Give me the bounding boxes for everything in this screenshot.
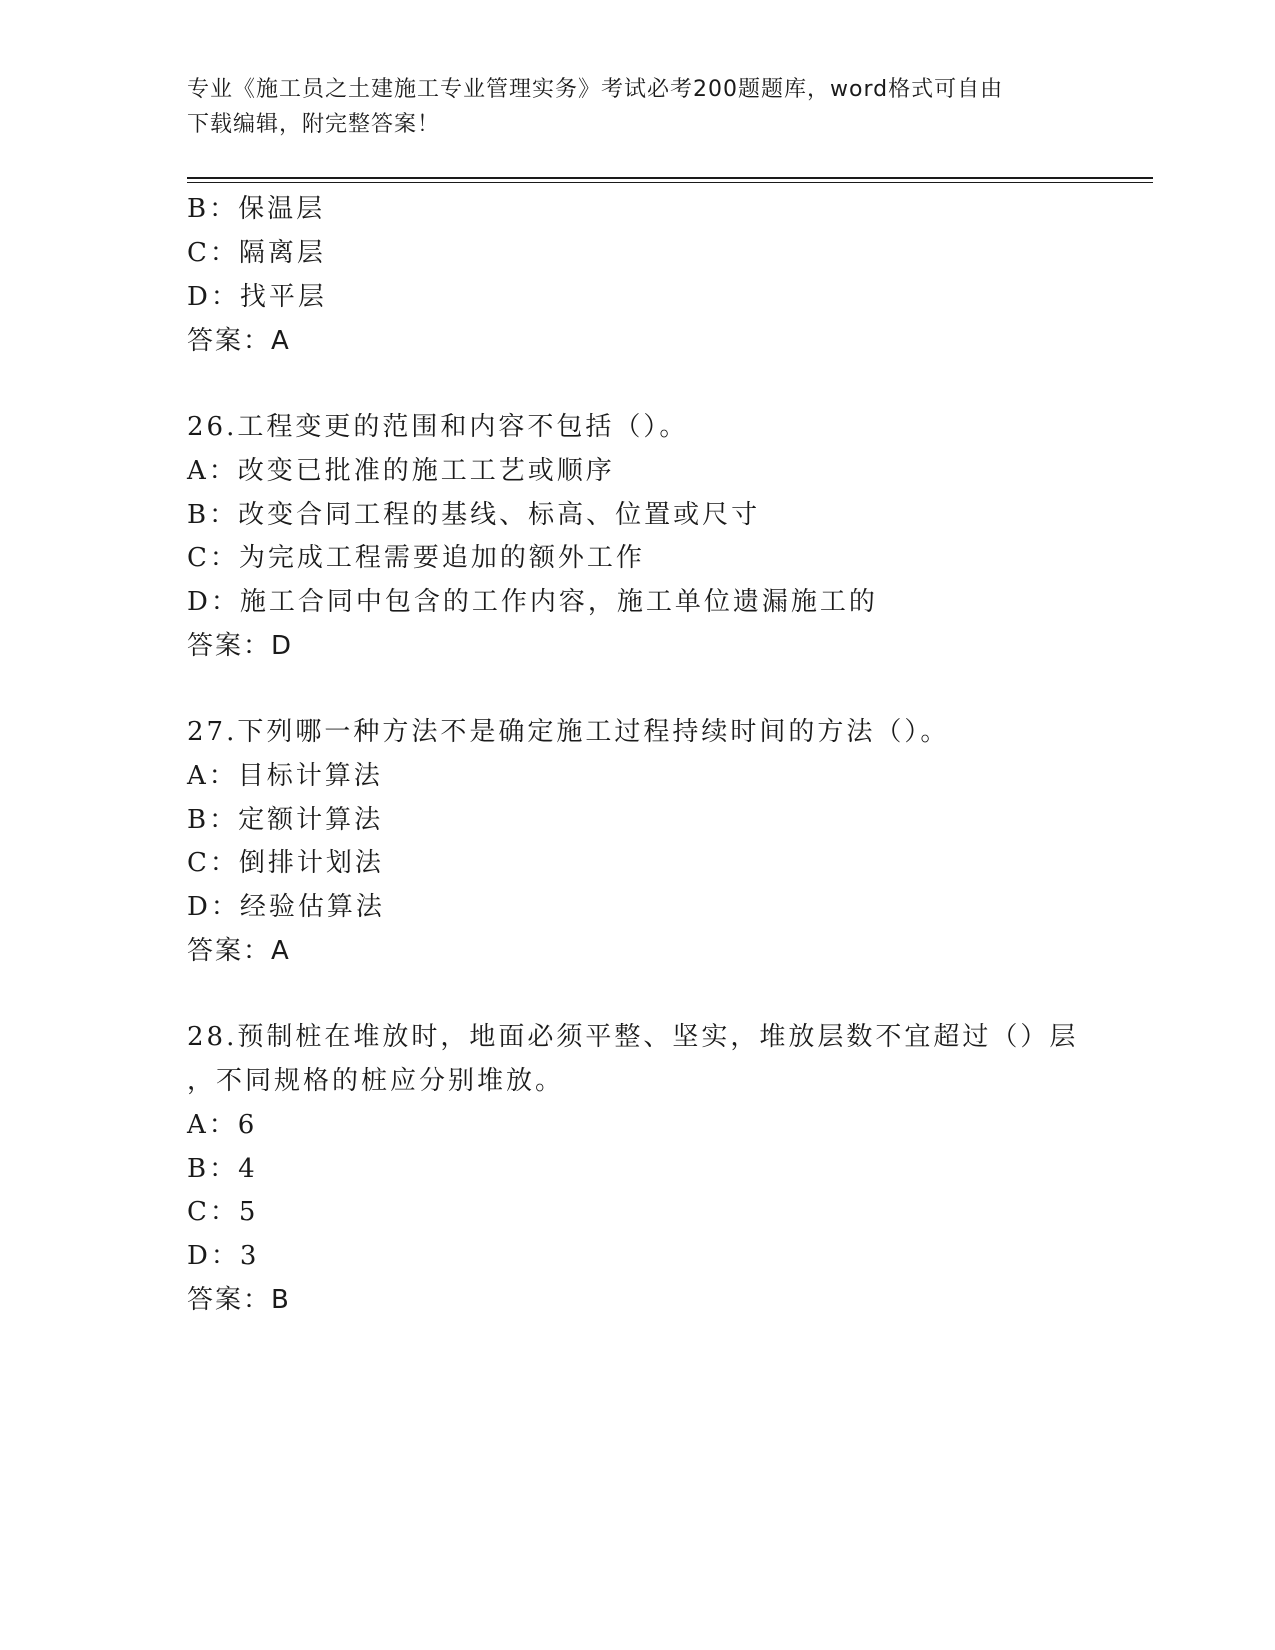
answer-label: 答案：A xyxy=(187,326,291,356)
answer-label: 答案：D xyxy=(187,631,294,661)
question-stem: 27.下列哪一种方法不是确定施工过程持续时间的方法（）。 xyxy=(187,717,950,747)
option-c: C：5 xyxy=(187,1197,259,1227)
option-b: B：保温层 xyxy=(187,194,326,224)
question-stem-line-2: ，不同规格的桩应分别堆放。 xyxy=(187,1066,565,1096)
option-d: D：经验估算法 xyxy=(187,892,385,922)
option-c: C：隔离层 xyxy=(187,238,326,268)
answer-label: 答案：B xyxy=(187,1285,291,1315)
option-c: C：为完成工程需要追加的额外工作 xyxy=(187,543,645,573)
header-divider xyxy=(187,177,1153,179)
option-d: D：找平层 xyxy=(187,282,327,312)
option-b: B：4 xyxy=(187,1154,258,1184)
option-a: A：改变已批准的施工工艺或顺序 xyxy=(187,456,615,486)
option-d: D：施工合同中包含的工作内容，施工单位遗漏施工的 xyxy=(187,587,878,617)
header-divider-thin xyxy=(187,182,1153,183)
header-line-1: 专业《施工员之土建施工专业管理实务》考试必考200题题库，word格式可自由 xyxy=(187,77,1004,102)
page-header xyxy=(187,72,1087,142)
question-stem: 26.工程变更的范围和内容不包括（）。 xyxy=(187,412,689,442)
header-line-2: 下载编辑，附完整答案！ xyxy=(187,112,441,137)
option-b: B：改变合同工程的基线、标高、位置或尺寸 xyxy=(187,500,761,530)
option-b: B：定额计算法 xyxy=(187,805,384,835)
option-a: A：6 xyxy=(187,1110,258,1140)
answer-label: 答案：A xyxy=(187,936,291,966)
question-stem-line-1: 28.预制桩在堆放时，地面必须平整、坚实，堆放层数不宜超过（）层 xyxy=(187,1022,1079,1052)
option-d: D：3 xyxy=(187,1241,260,1271)
option-c: C：倒排计划法 xyxy=(187,848,384,878)
option-a: A：目标计算法 xyxy=(187,761,383,791)
